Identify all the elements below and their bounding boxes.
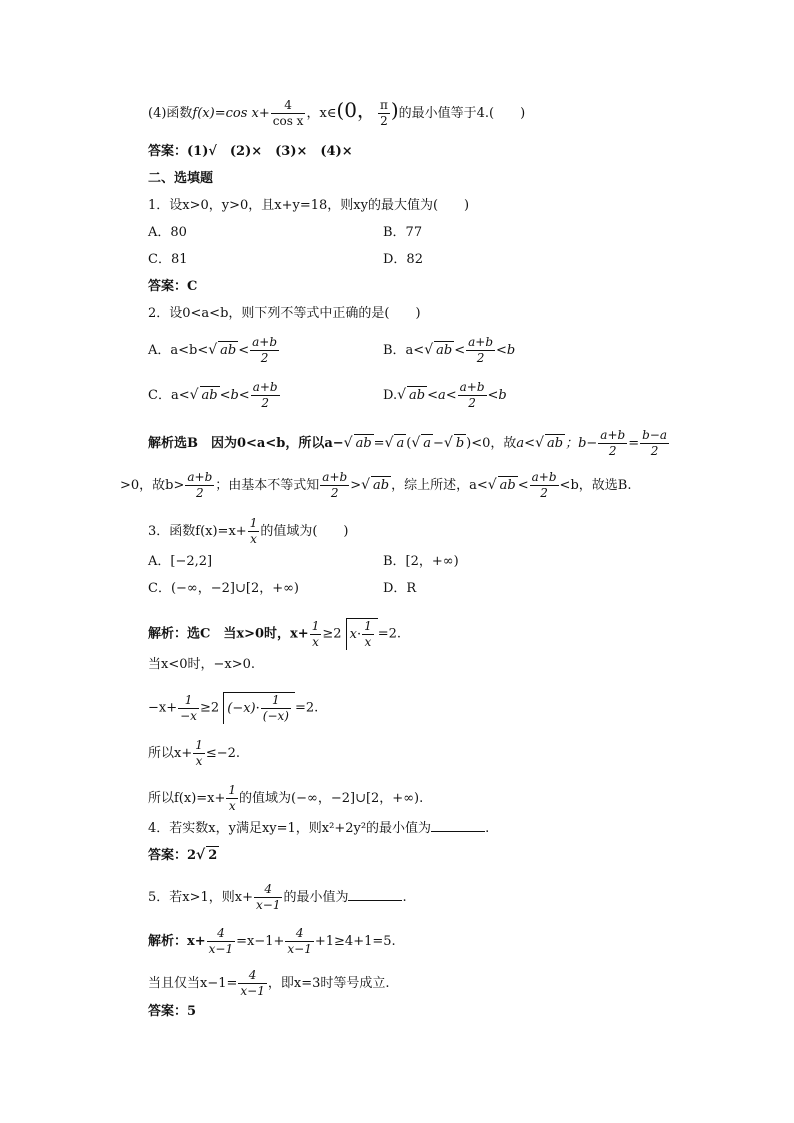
analysis-line: 所以f(x)=x+ $\frac{1}{x}$ 的值域为(−∞，−2]∪[2，+∞). xyxy=(148,783,424,813)
option-c: C．81 xyxy=(148,252,188,267)
interval-close: ) xyxy=(390,98,399,122)
option-d: D．R xyxy=(383,581,417,596)
text: 的最小值等于4.( ) xyxy=(398,106,526,121)
option-a: A．80 xyxy=(148,225,187,240)
analysis-line: −x+ $\frac{1}{-x}$ ≥2 (−x)· $\frac{1}{(-x)}$ =2. xyxy=(148,692,319,723)
section-title: 二、选填题 xyxy=(148,171,214,186)
interval-open: (0， xyxy=(336,98,377,122)
answer-line: 答案：C xyxy=(148,279,198,294)
fraction: $\frac{\pi}{2}$ xyxy=(379,98,388,128)
question-2-stem: 2．设0<a<b，则下列不等式中正确的是( ) xyxy=(148,306,421,321)
analysis-line: 解析选B 因为0<a<b，所以a−√ ab =√ a (√ a −√ b )<0，故a<√ ab ；b− $\frac{a+b}{2}$ = $\frac{b-a}{2}$ xyxy=(148,428,667,458)
analysis-line: 所以x+ $\frac{1}{x}$ ≤−2. xyxy=(148,738,241,768)
question-4-statement xyxy=(148,98,525,129)
question-3-stem: 3．函数f(x)=x+ $\frac{1}{x}$ 的值域为( ) xyxy=(148,516,349,546)
analysis-line: 解析：选C 当x>0时，x+ $\frac{1}{x}$ ≥2 x· $\frac{1}{x}$ =2. xyxy=(148,618,402,649)
option-a: A．a<b<√ ab < $\frac{a+b}{2}$ xyxy=(148,335,278,365)
option-c: C．a<√ ab <b< $\frac{a+b}{2}$ xyxy=(148,380,278,410)
question-1-stem: 1．设x>0，y>0，且x+y=18，则xy的最大值为( ) xyxy=(148,198,470,213)
answer-blank xyxy=(348,888,402,901)
answer-line: 答案：2√ 2 xyxy=(148,847,218,863)
option-d: D．82 xyxy=(383,252,423,267)
answer-blank xyxy=(431,819,485,832)
option-a: A．[−2,2] xyxy=(148,554,213,569)
option-b: B．77 xyxy=(383,225,423,240)
text: f(x)=cos x+ xyxy=(192,106,270,121)
text: ，x∈ xyxy=(306,106,337,121)
analysis-line: >0，故b> $\frac{a+b}{2}$ ；由基本不等式知 $\frac{a+b}{2}$ >√ ab ，综上所述，a<√ ab < $\frac{a+b}{2}$ <b，故选B. xyxy=(120,470,632,500)
text: (4)函数 xyxy=(148,106,193,121)
fraction: $\frac{4}{\text{cos x}}$ xyxy=(272,98,304,128)
question-5-stem: 5．若x>1，则x+ $\frac{4}{x-1}$ 的最小值为 . xyxy=(148,882,407,912)
option-c: C．(−∞，−2]∪[2，+∞) xyxy=(148,581,300,596)
option-d: D.√ ab <a< $\frac{a+b}{2}$ <b xyxy=(383,380,507,410)
option-b: B．[2，+∞) xyxy=(383,554,459,569)
option-b: B．a<√ ab < $\frac{a+b}{2}$ <b xyxy=(383,335,516,365)
question-4-stem: 4．若实数x，y满足xy=1，则x²+2y²的最小值为 . xyxy=(148,821,490,836)
analysis-line: 当且仅当x−1= $\frac{4}{x-1}$ ，即x=3时等号成立. xyxy=(148,968,390,998)
analysis-line: 解析：x+ $\frac{4}{x-1}$ =x−1+ $\frac{4}{x-1}$ +1≥4+1=5. xyxy=(148,926,396,956)
answer-line: 答案：5 xyxy=(148,1004,197,1019)
answer-line: 答案：(1)√ (2)× (3)× (4)× xyxy=(148,144,353,159)
analysis-line: 当x<0时，−x>0. xyxy=(148,657,256,672)
